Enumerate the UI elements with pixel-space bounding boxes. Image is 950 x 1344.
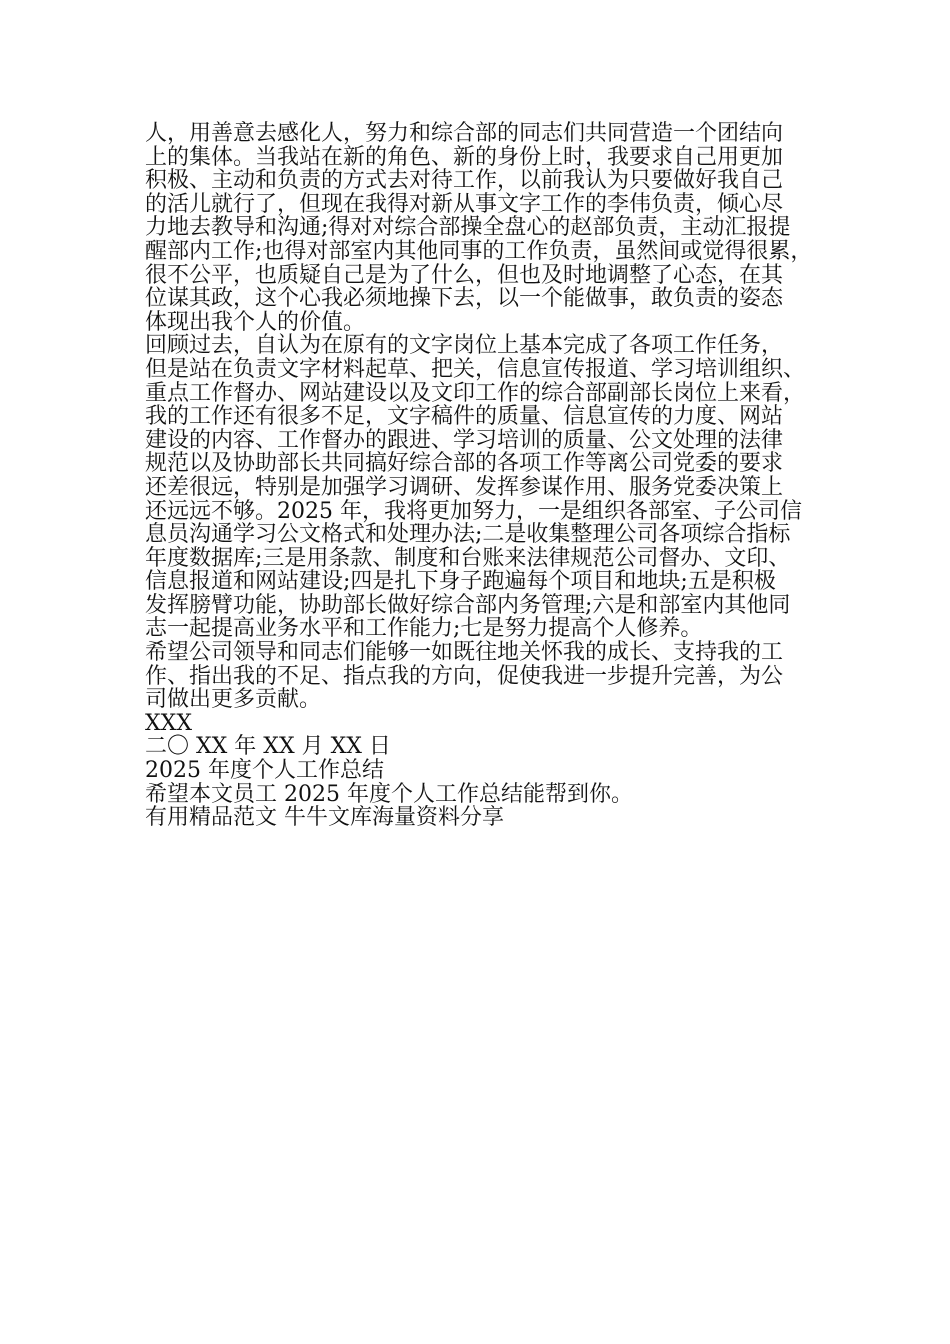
text-line: 志一起提高业务水平和工作能力;七是努力提高个人修养。 bbox=[145, 616, 703, 642]
text-line: 体现出我个人的价值。 bbox=[145, 309, 366, 335]
text-line: 很不公平，也质疑自己是为了什么，但也及时地调整了心态，在其 bbox=[145, 262, 784, 288]
footer-note: 有用精品范文 牛牛文库海量资料分享 bbox=[145, 805, 504, 831]
text-line: 力地去教导和沟通;得对对综合部操全盘心的赵部负责，主动汇报提 bbox=[145, 215, 791, 241]
signature-date: 二〇 XX 年 XX 月 XX 日 bbox=[145, 734, 391, 760]
text-line: 建设的内容、工作督办的跟进、学习培训的质量、公文处理的法律 bbox=[145, 427, 784, 453]
text-line: 上的集体。当我站在新的角色、新的身份上时，我要求自己用更加 bbox=[145, 144, 784, 170]
text-line: 希望公司领导和同志们能够一如既往地关怀我的成长、支持我的工 bbox=[145, 640, 784, 666]
document-body bbox=[145, 122, 825, 830]
text-line: 发挥膀臂功能，协助部长做好综合部内务管理;六是和部室内其他同 bbox=[145, 592, 791, 618]
document-title: 2025 年度个人工作总结 bbox=[145, 758, 384, 784]
text-line: 我的工作还有很多不足，文字稿件的质量、信息宣传的力度、网站 bbox=[145, 404, 784, 430]
text-line: 还差很远，特别是加强学习调研、发挥参谋作用、服务党委决策上 bbox=[145, 474, 784, 500]
closing-note: 希望本文员工 2025 年度个人工作总结能帮到你。 bbox=[145, 781, 633, 807]
text-line: 积极、主动和负责的方式去对待工作，以前我认为只要做好我自己 bbox=[145, 168, 784, 194]
text-line: 重点工作督办、网站建设以及文印工作的综合部副部长岗位上来看， bbox=[145, 380, 806, 406]
text-line: 信息报道和网站建设;四是扎下身子跑遍每个项目和地块;五是积极 bbox=[145, 569, 776, 595]
text-line: 作、指出我的不足、指点我的方向，促使我进一步提升完善，为公 bbox=[145, 663, 784, 689]
text-line: 息员沟通学习公文格式和处理办法;二是收集整理公司各项综合指标 bbox=[145, 522, 791, 548]
text-line: 的活儿就行了，但现在我得对新从事文字工作的李伟负责，倾心尽 bbox=[145, 191, 784, 217]
text-line: 人，用善意去感化人，努力和综合部的同志们共同营造一个团结向 bbox=[145, 121, 784, 146]
text-line: 司做出更多贡献。 bbox=[145, 687, 322, 713]
text-line: 但是站在负责文字材料起草、把关，信息宣传报道、学习培训组织、 bbox=[145, 356, 806, 382]
text-line: 还远远不够。2025 年，我将更加努力，一是组织各部室、子公司信 bbox=[145, 498, 802, 524]
text-line: 回顾过去，自认为在原有的文字岗位上基本完成了各项工作任务， bbox=[145, 333, 784, 359]
signature-name: XXX bbox=[145, 710, 192, 736]
text-line: 年度数据库;三是用条款、制度和台账来法律规范公司督办、文印、 bbox=[145, 545, 791, 571]
text-line: 醒部内工作;也得对部室内其他同事的工作负责，虽然间或觉得很累， bbox=[145, 238, 813, 264]
text-line: 位谋其政，这个心我必须地操下去，以一个能做事，敢负责的姿态 bbox=[145, 286, 784, 312]
text-line: 规范以及协助部长共同搞好综合部的各项工作等离公司党委的要求 bbox=[145, 451, 784, 477]
